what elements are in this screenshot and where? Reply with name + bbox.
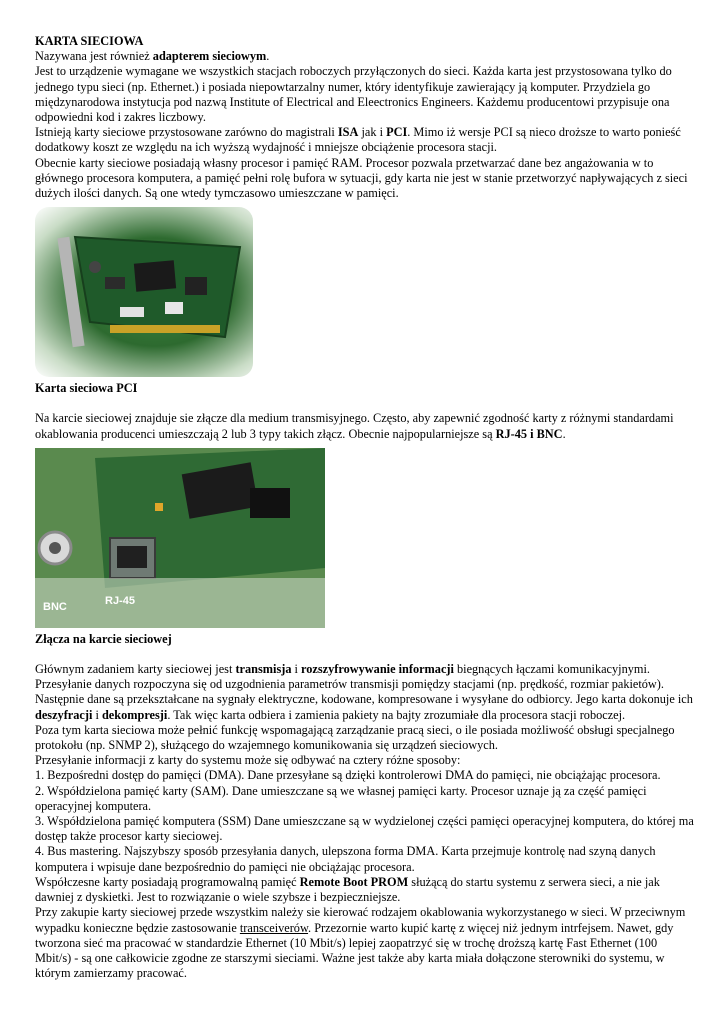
bold-term: PCI — [386, 125, 408, 140]
rj45-label: RJ-45 — [105, 594, 135, 607]
text-run: Głównym zadaniem karty sieciowej jest — [35, 662, 236, 677]
paragraph-handshake: Przesyłanie danych rozpoczyna się od uzgodnienia parametrów transmisji pomiędzy stacjami (np. prędkość, rozmiar pakietów). — [35, 677, 664, 692]
list-item: 1. Bezpośredni dostęp do pamięci (DMA). Dane przesyłane są dzięki kontrolerowi DMA do pamięci, nie obciążając procesora. — [35, 768, 661, 783]
paragraph-connectors — [35, 411, 695, 441]
text-run: . Tak więc karta odbiera i zamienia pakiety na bajty zrozumiałe dla procesora stacji roboczej. — [167, 707, 626, 722]
bold-term: transmisja — [235, 662, 292, 677]
bold-term: dekompresji — [101, 707, 168, 722]
photo2-caption: Złącza na karcie sieciowej — [35, 631, 172, 646]
paragraph-intro: Jest to urządzenie wymagane we wszystkich stacjach roboczych przyłączonych do sieci. Każda karta jest przystosowana tylko do jednego typu sieci (np. Ethernet.) i posiada niepowtarzalny numer, który identyfikuje zawierający ją komputer. Przydziela go międzynarodowa instytucja pod nazwą Institute of Electrical and Eleectronics Engineers. Każdemu producentowi przypisuje ona odpowiedni kod i zakres liczbowy. — [35, 64, 672, 125]
text-run: i — [92, 707, 102, 722]
spacer — [35, 396, 695, 411]
paragraph-methods-intro: Przesyłanie informacji z karty do systemu może się odbywać na cztery różne sposoby: — [35, 753, 461, 768]
paragraph-processor: Obecnie karty sieciowe posiadają własny procesor i pamięć RAM. Procesor pozwala przetwarzać dane bez angażowania w to głównego procesora komputera, a pamięć pełni rolę bufora w sytuacji, gdy karta nie jest w stanie przetworzyć napływających z sieci dużych ilości danych. Są one wtedy tymczasowo umieszczane w pamięci. — [35, 155, 688, 201]
text-run: biegnących łączami komunikacyjnymi. — [453, 662, 650, 677]
text-run: i — [291, 662, 302, 677]
bold-term: deszyfracji — [35, 707, 93, 722]
bold-term: ISA — [337, 125, 359, 140]
pci-card-illustration — [35, 207, 253, 377]
list-item: 2. Współdzielona pamięć karty (SAM). Dane umieszczane są we własnej pamięci karty. Procesor uznaje ją za część pamięci operacyjnej komputera. — [35, 783, 647, 813]
text-run: . — [266, 49, 270, 64]
bold-term: RJ-45 i BNC — [495, 426, 563, 441]
text-run: Nazywana jest również — [35, 49, 153, 64]
paragraph-bus — [35, 125, 695, 155]
paragraph-purchase — [35, 905, 695, 981]
text-run: Na karcie sieciowej znajduje sie złącze dla medium transmisyjnego. Często, aby zapewnić zgodność karty z różnymi standardami okablowania producenci umieszczają 2 lub 3 typy takich złącz. Obecnie najpopularniejsze są — [35, 411, 674, 441]
transceivers-link[interactable]: transceiverów — [239, 920, 309, 935]
connectors-photo — [35, 448, 325, 628]
bold-term: Remote Boot PROM — [299, 874, 409, 889]
paragraph-snmp: Poza tym karta sieciowa może pełnić funkcję wspomagającą zarządzanie pracą sieci, o ile posiada możliwość obsługi specjalnego protokołu (np. SNMP 2), służącego do wzajemnego komunikowania się urządzeń sieciowych. — [35, 722, 675, 753]
bold-term: adapterem sieciowym — [152, 49, 267, 64]
paragraph-encoding — [35, 692, 695, 722]
text-run: Istnieją karty sieciowe przystosowane zarówno do magistrali — [35, 125, 338, 140]
pci-card-photo — [35, 207, 253, 377]
list-item: 3. Współdzielona pamięć komputera (SSM) Dane umieszczane są w wydzielonej części pamięci operacyjnej komputera, do której ma dostęp także procesor karty sieciowej. — [35, 814, 694, 844]
spacer — [35, 647, 695, 662]
text-run: jak i — [358, 125, 387, 140]
paragraph-alias — [35, 49, 695, 64]
text-run: Współczesne karty posiadają programowalną pamięć — [35, 874, 300, 889]
document-page — [35, 34, 695, 981]
text-run: Przy zakupie karty sieciowej przede wszystkim należy sie kierować rodzajem okablowania wykorzystanego w sieci. W przeciwnym wypadku konieczne będzie zastosowanie — [35, 905, 686, 935]
paragraph-main-task — [35, 662, 695, 677]
text-run: . — [562, 426, 566, 441]
text-run: Następnie dane są przekształcane na sygnały elektryczne, kodowane, kompresowane i wysyłane do odbiorcy. Jego karta dokonuje ich — [35, 692, 693, 707]
text-run: . Mimo iż wersje PCI są nieco droższe to warto ponieść dodatkowy koszt ze względu na ich wyższą wydajność i mniejsze obciążenie procesora stacji. — [35, 125, 681, 155]
connectors-illustration — [35, 448, 325, 628]
bnc-label: BNC — [43, 600, 67, 613]
text-run: . Przezornie warto kupić kartę z więcej niż jednym intrfejsem. Nawet, gdy tworzona sieć ma pracować w standardzie Ethernet (10 Mbit/s) lepiej zaopatrzyć się w trochę droższą kartę Fast Ethernet (100 Mbit/s) - są one całkowicie zgodne ze starszymi sieciami. Ważne jest także aby karta miała dołączone sterowniki do systemu, w którym zamierzamy pracować. — [35, 920, 674, 981]
text-run: służącą do startu systemu z serwera sieci, a nie jak dawniej z dyskietki. Jest to rozwiązanie o wiele szybsze i bezpieczniejsze. — [35, 874, 660, 905]
paragraph-boot-prom — [35, 875, 695, 905]
photo1-caption: Karta sieciowa PCI — [35, 381, 138, 396]
list-item: 4. Bus mastering. Najszybszy sposób przesyłania danych, ulepszona forma DMA. Karta przejmuje kontrolę nad szyną danych komputera i wpisuje dane bezpośrednio do pamięci nie obciążając procesora. — [35, 844, 656, 874]
bold-term: rozszyfrowywanie informacji — [301, 662, 454, 677]
document-title: KARTA SIECIOWA — [35, 34, 144, 48]
